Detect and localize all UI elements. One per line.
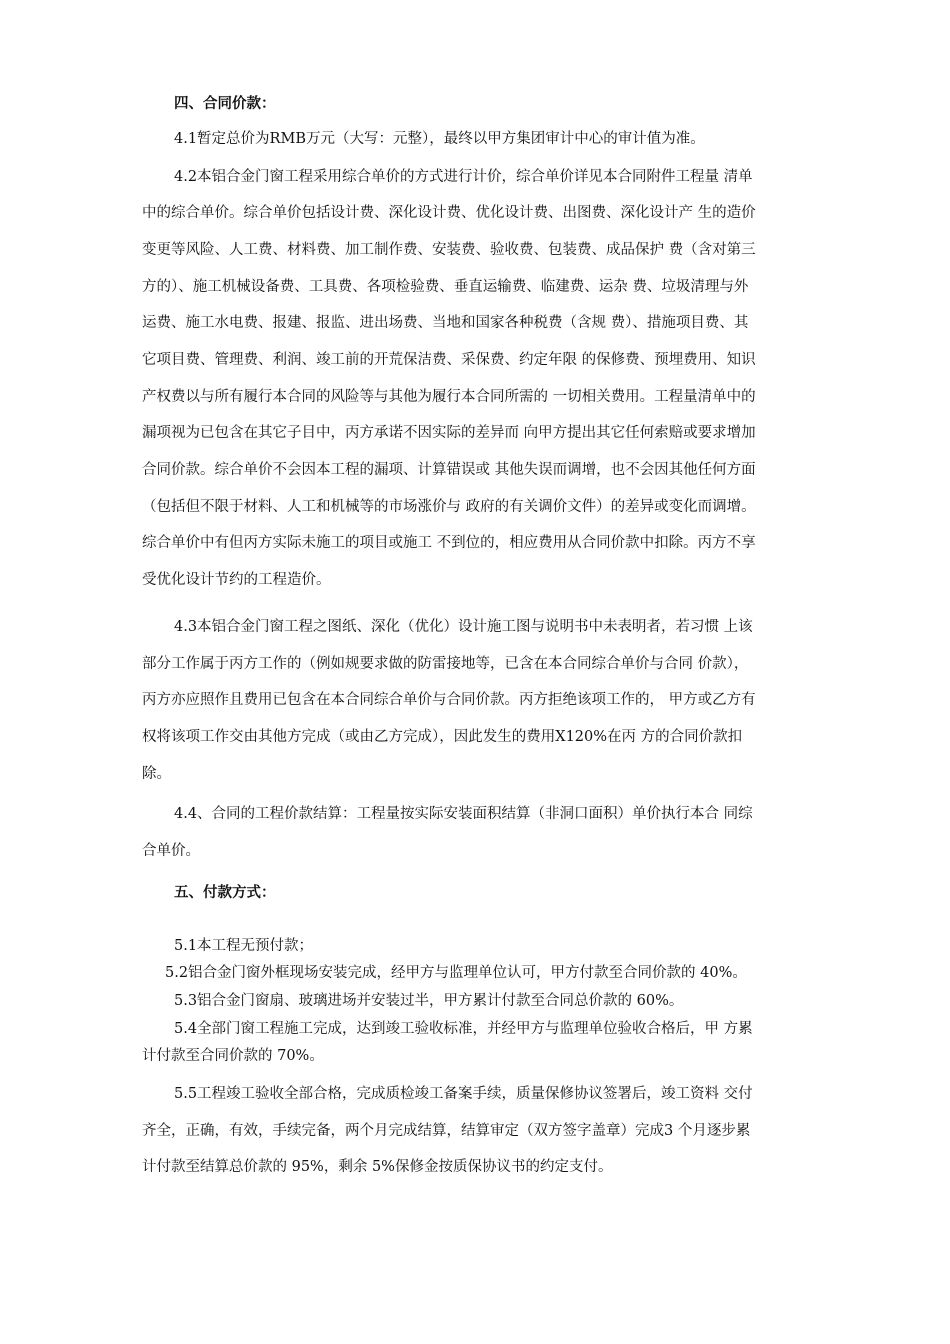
para-4-1-line: 4.1暂定总价为RMB万元（大写：元整），最终以甲方集团审计中心的审计值为准。 bbox=[174, 131, 705, 147]
section-4-heading: 四、合同价款： bbox=[174, 96, 276, 112]
para-4-2-line: 方的）、施工机械设备费、工具费、各项检验费、垂直运输费、临建费、运杂 费、垃圾清理与外 bbox=[142, 279, 749, 295]
para-4-4-line: 合单价。 bbox=[142, 843, 200, 859]
para-4-2-line: 中的综合单价。综合单价包括设计费、深化设计费、优化设计费、出图费、深化设计产 生的造价 bbox=[142, 205, 756, 221]
para-4-3-line: 部分工作属于丙方工作的（例如规要求做的防雷接地等，已含在本合同综合单价与合同 价款）， bbox=[142, 656, 749, 672]
para-4-3-line: 除。 bbox=[142, 766, 171, 782]
para-4-4-line: 4.4、合同的工程价款结算：工程量按实际安装面积结算（非洞口面积）单价执行本合 同综 bbox=[174, 806, 753, 822]
para-5-3-line: 5.3铝合金门窗扇、玻璃进场并安装过半，甲方累计付款至合同总价款的 60%。 bbox=[174, 993, 684, 1009]
para-4-2-line: 漏项视为已包含在其它子目中，丙方承诺不因实际的差异而 向甲方提出其它任何索赔或要求增加 bbox=[142, 425, 756, 441]
para-5-4-line: 5.4全部门窗工程施工完成，达到竣工验收标准，并经甲方与监理单位验收合格后，甲 方累 bbox=[174, 1021, 753, 1037]
para-4-3-line: 丙方亦应照作且费用已包含在本合同综合单价与合同价款。丙方拒绝该项工作的， 甲方或乙方有 bbox=[142, 692, 756, 708]
para-4-2-line: 综合单价中有但丙方实际未施工的项目或施工 不到位的，相应费用从合同价款中扣除。丙方不享 bbox=[142, 535, 756, 551]
para-4-2-line: 合同价款。综合单价不会因本工程的漏项、计算错误或 其他失误而调增，也不会因其他任何方面 bbox=[142, 462, 756, 478]
para-4-2-line: 变更等风险、人工费、材料费、加工制作费、安装费、验收费、包装费、成品保护 费（含对第三 bbox=[142, 242, 756, 258]
section-5-heading: 五、付款方式： bbox=[174, 885, 276, 901]
para-5-1-line: 5.1本工程无预付款； bbox=[174, 938, 314, 954]
para-4-2-line: 产权费以与所有履行本合同的风险等与其他为履行本合同所需的 一切相关费用。工程量清单中的 bbox=[142, 389, 756, 405]
para-4-2-line: 受优化设计节约的工程造价。 bbox=[142, 572, 331, 588]
para-4-2-line: （包括但不限于材料、人工和机械等的市场涨价与 政府的有关调价文件）的差异或变化而调增。 bbox=[142, 499, 756, 515]
para-4-2-line: 4.2本铝合金门窗工程采用综合单价的方式进行计价，综合单价详见本合同附件工程量 清单 bbox=[174, 169, 753, 185]
para-5-4-line: 计付款至合同价款的 70%。 bbox=[142, 1048, 324, 1064]
para-5-5-line: 计付款至结算总价款的 95%，剩余 5%保修金按质保协议书的约定支付。 bbox=[142, 1159, 613, 1175]
para-4-2-line: 运费、施工水电费、报建、报监、进出场费、当地和国家各种税费（含规 费）、措施项目费、其 bbox=[142, 315, 749, 331]
para-4-3-line: 4.3本铝合金门窗工程之图纸、深化（优化）设计施工图与说明书中未表明者，若习惯 上该 bbox=[174, 619, 753, 635]
para-5-5-line: 5.5工程竣工验收全部合格，完成质检竣工备案手续，质量保修协议签署后，竣工资料 交付 bbox=[174, 1086, 753, 1102]
para-5-2-line: 5.2铝合金门窗外框现场安装完成，经甲方与监理单位认可，甲方付款至合同价款的 40%。 bbox=[165, 965, 747, 981]
para-4-2-line: 它项目费、管理费、利润、竣工前的开荒保洁费、采保费、约定年限 的保修费、预埋费用、知识 bbox=[142, 352, 756, 368]
para-4-3-line: 权将该项工作交由其他方完成（或由乙方完成），因此发生的费用X120%在丙 方的合同价款扣 bbox=[142, 729, 743, 745]
para-5-5-line: 齐全，正确，有效，手续完备，两个月完成结算，结算审定（双方签字盖章）完成3 个月逐步累 bbox=[142, 1123, 751, 1139]
